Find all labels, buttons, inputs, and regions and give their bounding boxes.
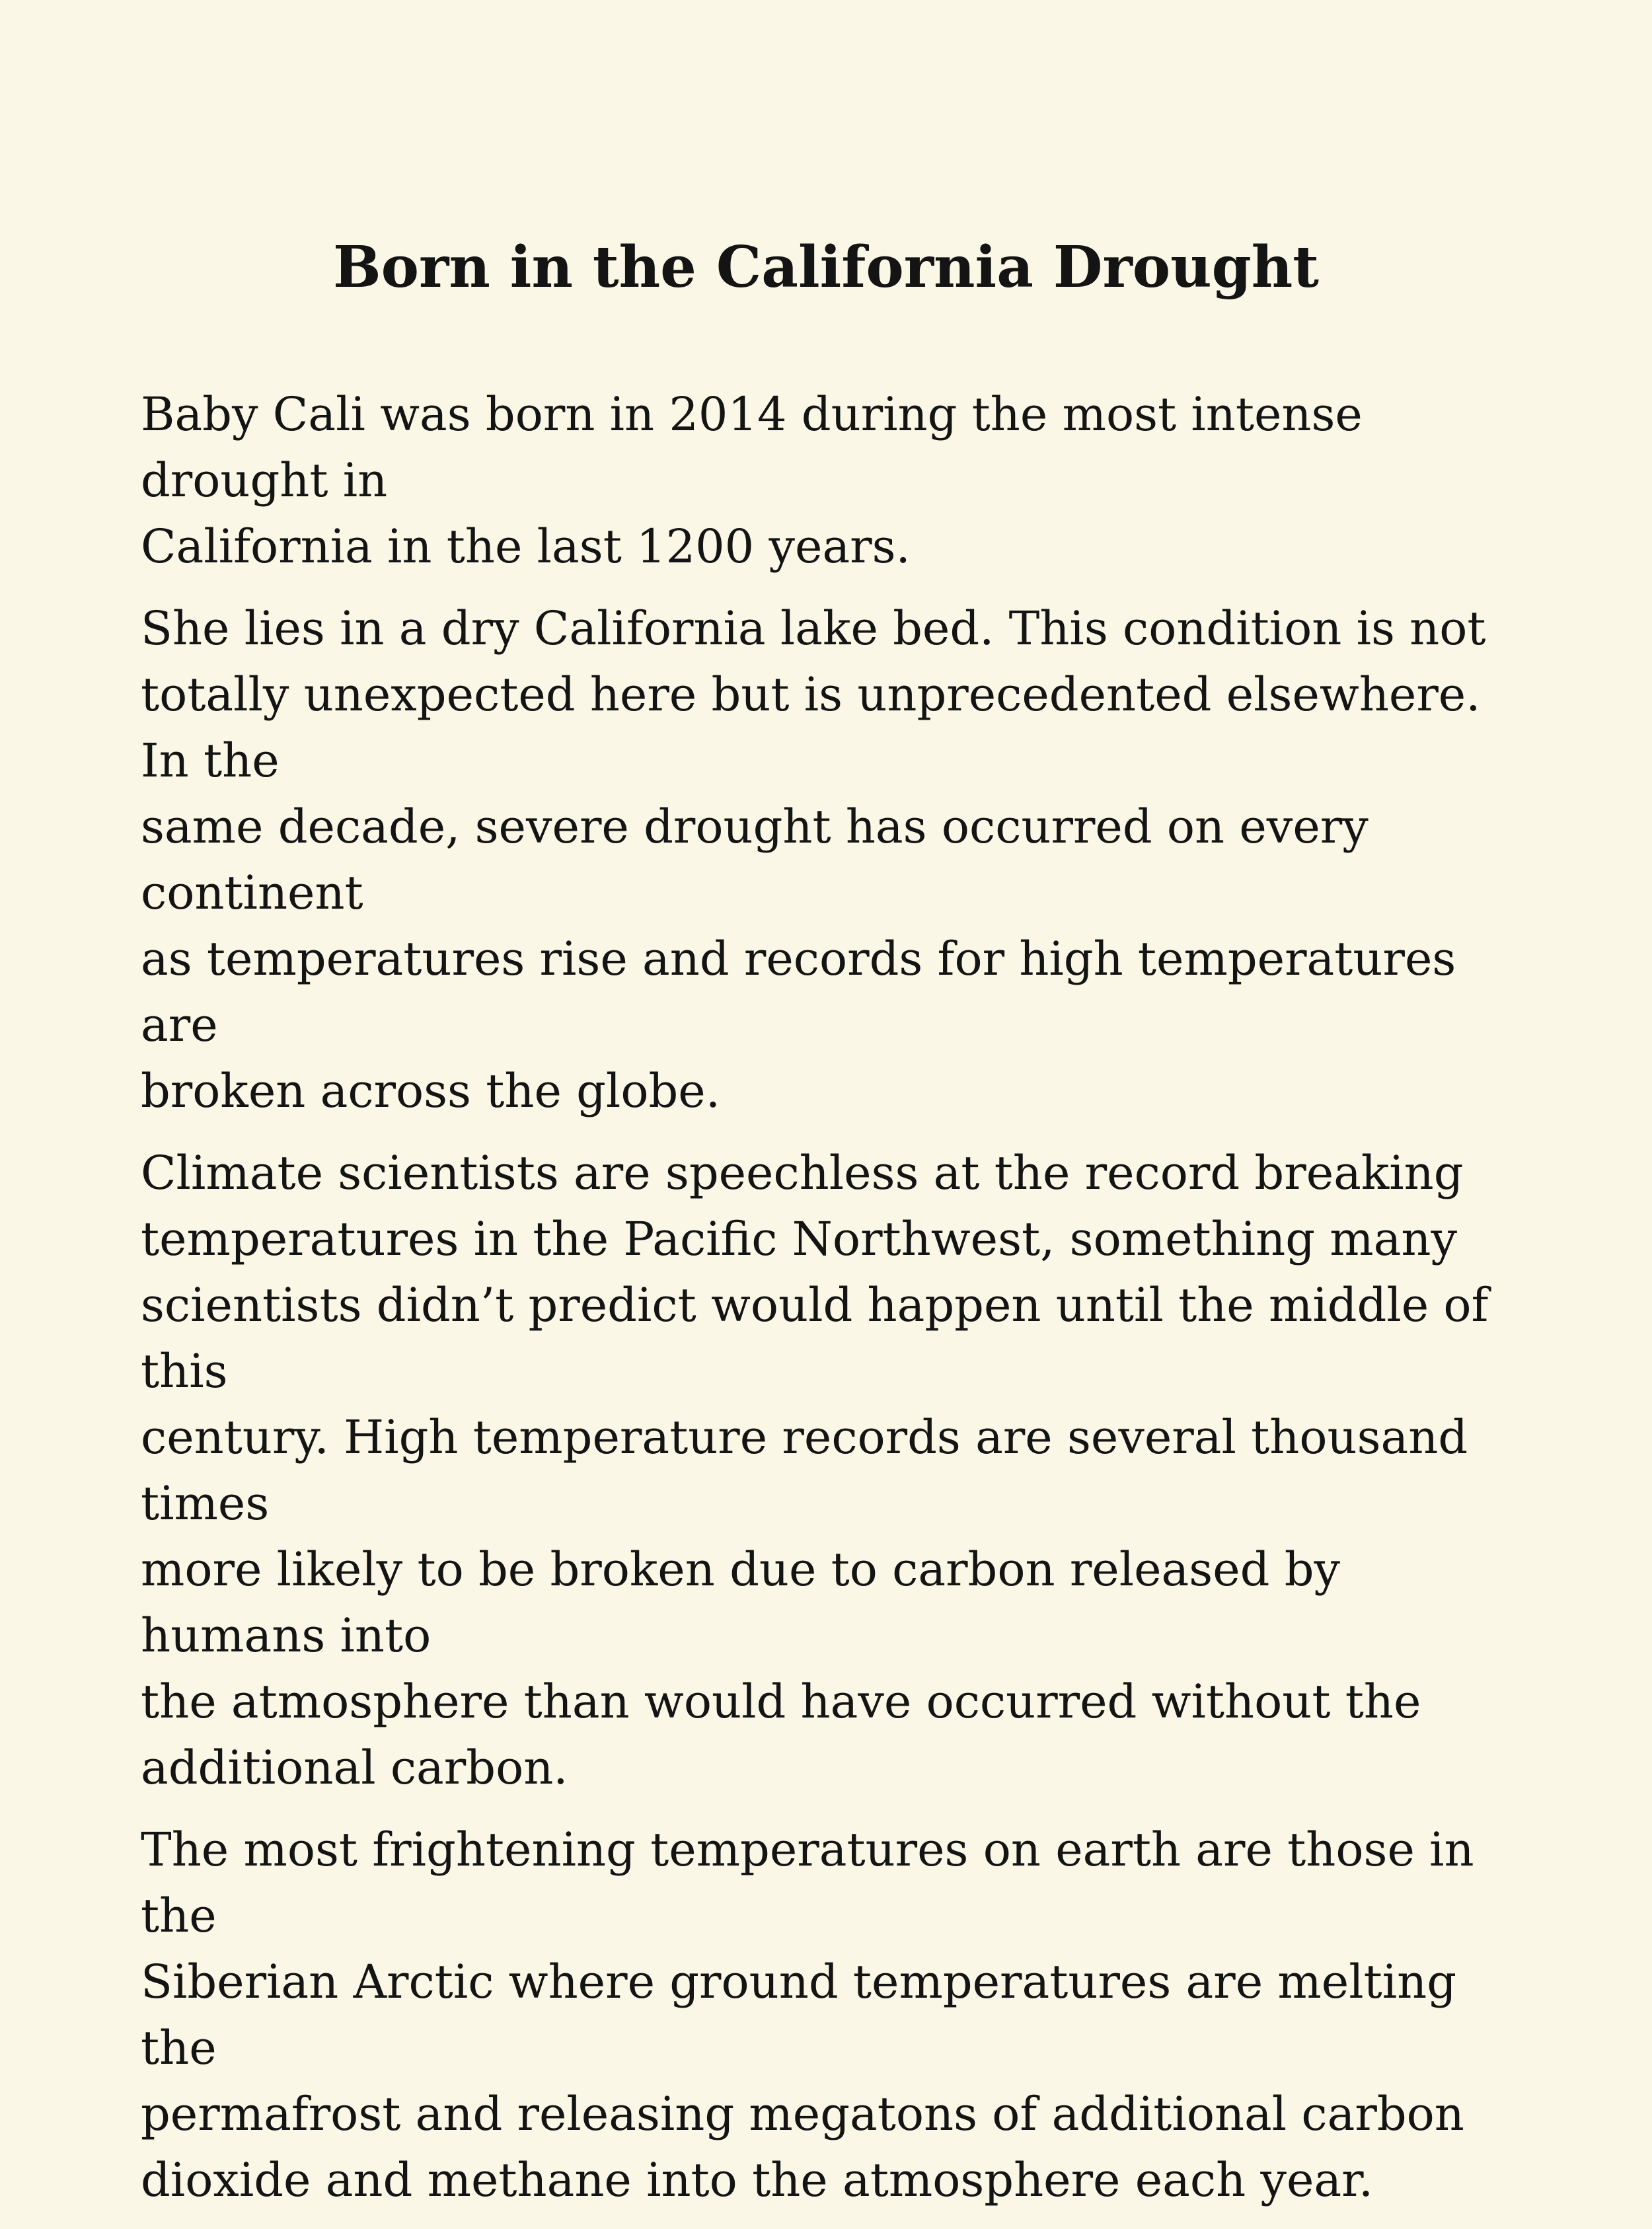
paragraph-pacific-northwest: Climate scientists are speechless at the record breaking temperatures in the Pacific Northwest, something many scientists didn’t predict would happen until the middle of this century. High temperature records are several thousand times more likely to be broken due to carbon released by humans into the atmosphere than would have occurred without the additional carbon.	[141, 1146, 1489, 1795]
document-body	[141, 381, 1528, 2229]
paragraph-lake-bed: She lies in a dry California lake bed. This condition is not totally unexpected here but is unprecedented elsewhere. In the same decade, severe drought has occurred on every continent as temperatures rise and records for high temperatures are broken across the globe.	[141, 601, 1486, 1118]
paragraph-birth: Baby Cali was born in 2014 during the most intense drought in California in the last 1200 years.	[141, 387, 1363, 574]
page-title: Born in the California Drought	[332, 234, 1320, 301]
paragraph-siberian-arctic: The most frightening temperatures on earth are those in the Siberian Arctic where ground temperatures are melting the permafrost and releasing megatons of additional carbon dioxide and methane into the atmosphere each year.	[141, 1823, 1474, 2207]
